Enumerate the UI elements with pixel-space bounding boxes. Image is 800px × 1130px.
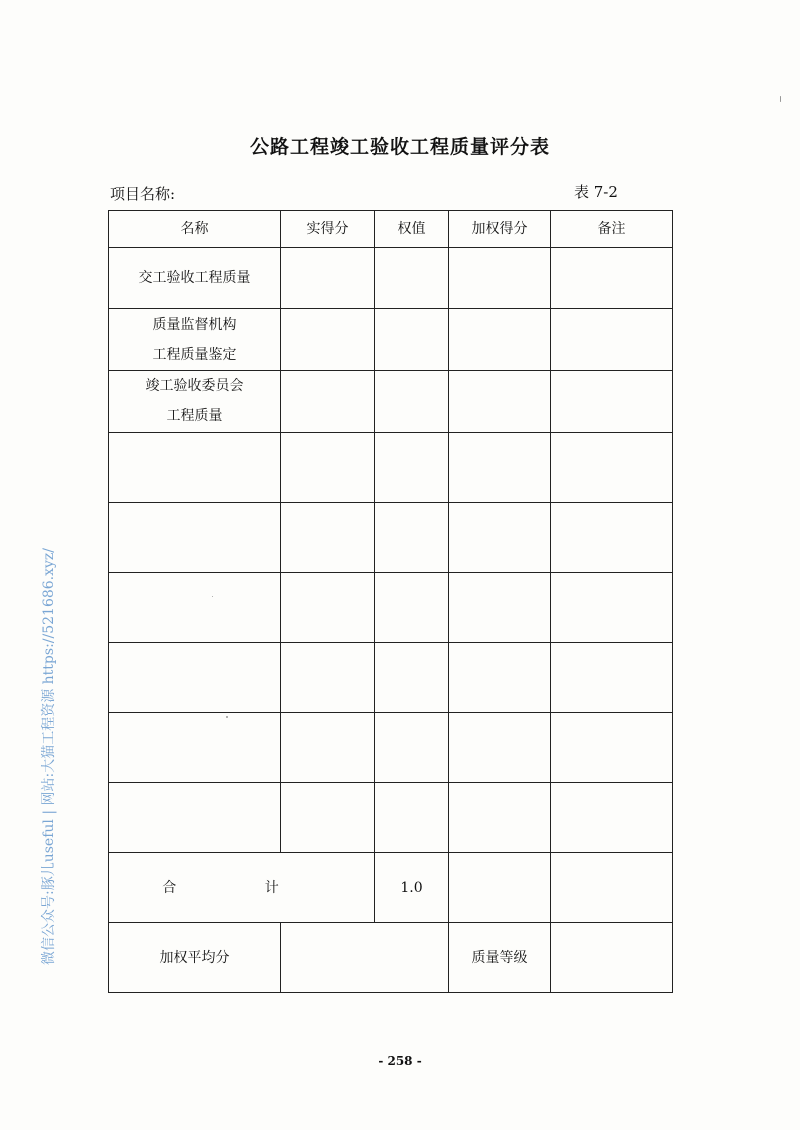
total-weighted-score-cell[interactable] [449,853,551,923]
table-row [109,573,673,643]
quality-grade-label: 质量等级 [449,923,551,993]
weight-cell[interactable] [375,503,449,573]
header-remarks: 备注 [551,211,673,248]
weighted-score-cell[interactable] [449,573,551,643]
remarks-cell[interactable] [551,783,673,853]
header-weighted-score: 加权得分 [449,211,551,248]
table-row [109,433,673,503]
page-title: 公路工程竣工验收工程质量评分表 [249,136,550,158]
total-weight: 1.0 [375,853,449,923]
weighted-score-cell[interactable] [449,713,551,783]
header-weight: 权值 [375,211,449,248]
actual-score-cell[interactable] [281,309,375,371]
table-row [109,713,673,783]
table-row [109,643,673,713]
actual-score-cell[interactable] [281,371,375,433]
table-row [109,503,673,573]
row-label[interactable] [109,643,281,713]
remarks-cell[interactable] [551,309,673,371]
weight-cell[interactable] [375,371,449,433]
row-label: 质量监督机构 工程质量鉴定 [109,309,281,371]
weight-cell[interactable] [375,433,449,503]
weight-cell[interactable] [375,783,449,853]
weighted-score-cell[interactable] [449,643,551,713]
weighted-score-cell[interactable] [449,248,551,309]
scan-speck [226,716,228,718]
remarks-cell[interactable] [551,643,673,713]
row-label[interactable] [109,713,281,783]
actual-score-cell[interactable] [281,248,375,309]
table-row [109,309,673,371]
weight-cell[interactable] [375,713,449,783]
table-header-row [109,211,673,248]
actual-score-cell[interactable] [281,503,375,573]
page-number: - 258 - [378,1054,422,1068]
table-row [109,371,673,433]
quality-score-table [108,210,673,993]
summary-row [109,923,673,993]
row-label[interactable] [109,433,281,503]
remarks-cell[interactable] [551,248,673,309]
weight-cell[interactable] [375,573,449,643]
remarks-cell[interactable] [551,371,673,433]
total-row [109,853,673,923]
remarks-cell[interactable] [551,433,673,503]
row-label: 竣工验收委员会 工程质量 [109,371,281,433]
weighted-score-cell[interactable] [449,433,551,503]
table-row [109,248,673,309]
weight-cell[interactable] [375,643,449,713]
table-row [109,783,673,853]
quality-grade-value-cell[interactable] [551,923,673,993]
weight-cell[interactable] [375,248,449,309]
actual-score-cell[interactable] [281,643,375,713]
remarks-cell[interactable] [551,713,673,783]
header-name: 名称 [109,211,281,248]
row-label[interactable] [109,783,281,853]
project-name-label: 项目名称: [110,185,176,203]
table-number: 表 7-2 [574,183,618,201]
remarks-cell[interactable] [551,503,673,573]
weighted-average-label: 加权平均分 [109,923,281,993]
row-label: 交工验收工程质量 [109,248,281,309]
header-actual-score: 实得分 [281,211,375,248]
weighted-score-cell[interactable] [449,783,551,853]
weight-cell[interactable] [375,309,449,371]
remarks-cell[interactable] [551,573,673,643]
scan-speck [212,596,213,597]
scan-speck [780,96,781,102]
actual-score-cell[interactable] [281,783,375,853]
weighted-score-cell[interactable] [449,371,551,433]
row-label[interactable] [109,503,281,573]
total-label: 合 计 [109,853,375,923]
total-remarks-cell[interactable] [551,853,673,923]
actual-score-cell[interactable] [281,433,375,503]
weighted-score-cell[interactable] [449,503,551,573]
row-label[interactable] [109,573,281,643]
actual-score-cell[interactable] [281,573,375,643]
watermark-text: 微信公众号:豚儿useful | 网站:大猫工程资源 https://521686.xyz/ [41,547,57,965]
weighted-average-value-cell[interactable] [281,923,449,993]
actual-score-cell[interactable] [281,713,375,783]
weighted-score-cell[interactable] [449,309,551,371]
